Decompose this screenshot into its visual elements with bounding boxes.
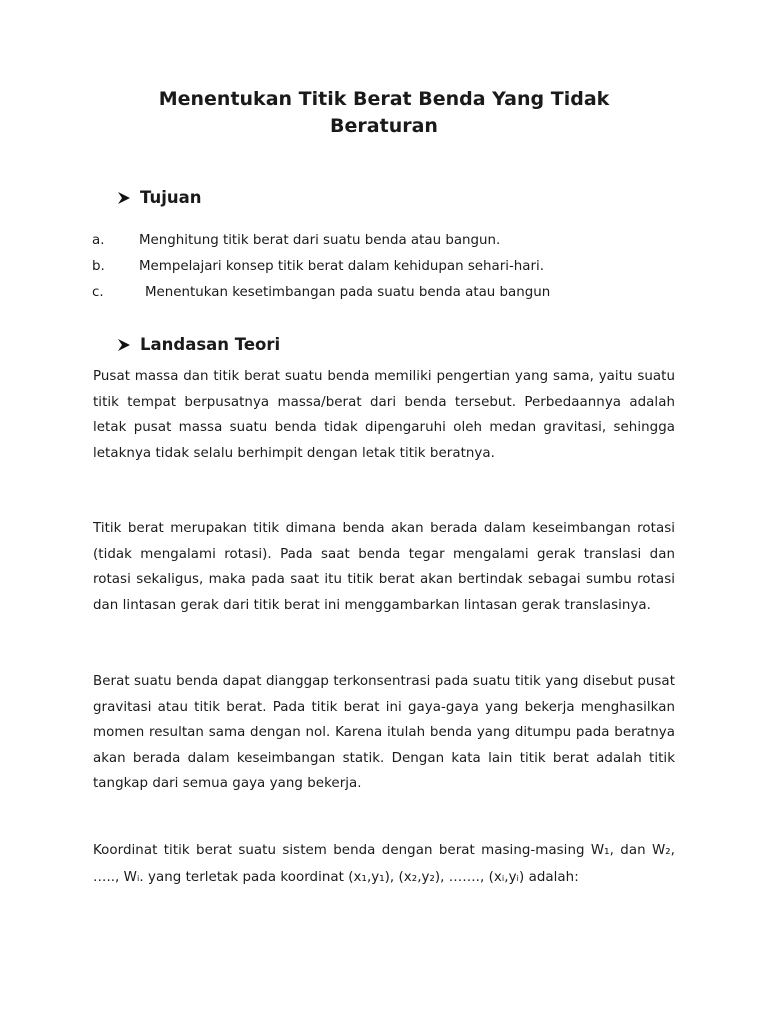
arrowhead-bullet-icon: [116, 337, 132, 353]
document-title: Menentukan Titik Berat Benda Yang Tidak Beraturan: [158, 88, 610, 137]
arrowhead-bullet-icon: [116, 190, 132, 206]
list-marker: a.: [92, 233, 105, 248]
paragraph: Titik berat merupakan titik dimana benda akan berada dalam keseimbangan rotasi (tidak mengalami rotasi). Pada saat benda tegar mengalami gerak translasi dan rotasi sekaligus, maka pada saat itu titik berat akan bertindak sebagai sumbu rotasi dan lintasan gerak dari titik berat ini menggambarkan lintasan gerak translasinya.: [93, 521, 675, 613]
paragraph: Berat suatu benda dapat dianggap terkonsentrasi pada suatu titik yang disebut pusat gravitasi atau titik berat. Pada titik berat ini gaya-gaya yang bekerja menghasilkan momen resultan sama dengan nol. Karena itulah benda yang ditumpu pada beratnya akan berada dalam keseimbangan statik. Dengan kata lain titik berat adalah titik tangkap dari semua gaya yang bekerja.: [93, 674, 675, 792]
list-item-text: Menentukan kesetimbangan pada suatu benda atau bangun: [145, 285, 551, 300]
list-item-text: Mempelajari konsep titik berat dalam kehidupan sehari-hari.: [139, 259, 544, 274]
paragraph: Pusat massa dan titik berat suatu benda memiliki pengertian yang sama, yaitu suatu titik tempat berpusatnya massa/berat dari benda tersebut. Perbedaannya adalah letak pusat massa suatu benda tidak dipengaruhi oleh medan gravitasi, sehingga letaknya tidak selalu berhimpit dengan letak titik beratnya.: [93, 369, 675, 461]
list-marker: b.: [92, 259, 105, 274]
section-heading-tujuan: [116, 187, 201, 209]
section-heading-label: Landasan Teori: [140, 335, 281, 354]
section-heading-label: Tujuan: [140, 188, 202, 207]
list-marker: c.: [92, 285, 104, 300]
section-heading-landasan-teori: [116, 334, 280, 356]
list-item-text: Menghitung titik berat dari suatu benda atau bangun.: [139, 233, 501, 248]
paragraph: Koordinat titik berat suatu sistem benda dengan berat masing-masing W₁, dan W₂, ….., Wᵢ. yang terletak pada koordinat (x₁,y₁), (x₂,y₂), ……., (xᵢ,yᵢ) adalah:: [93, 843, 675, 885]
